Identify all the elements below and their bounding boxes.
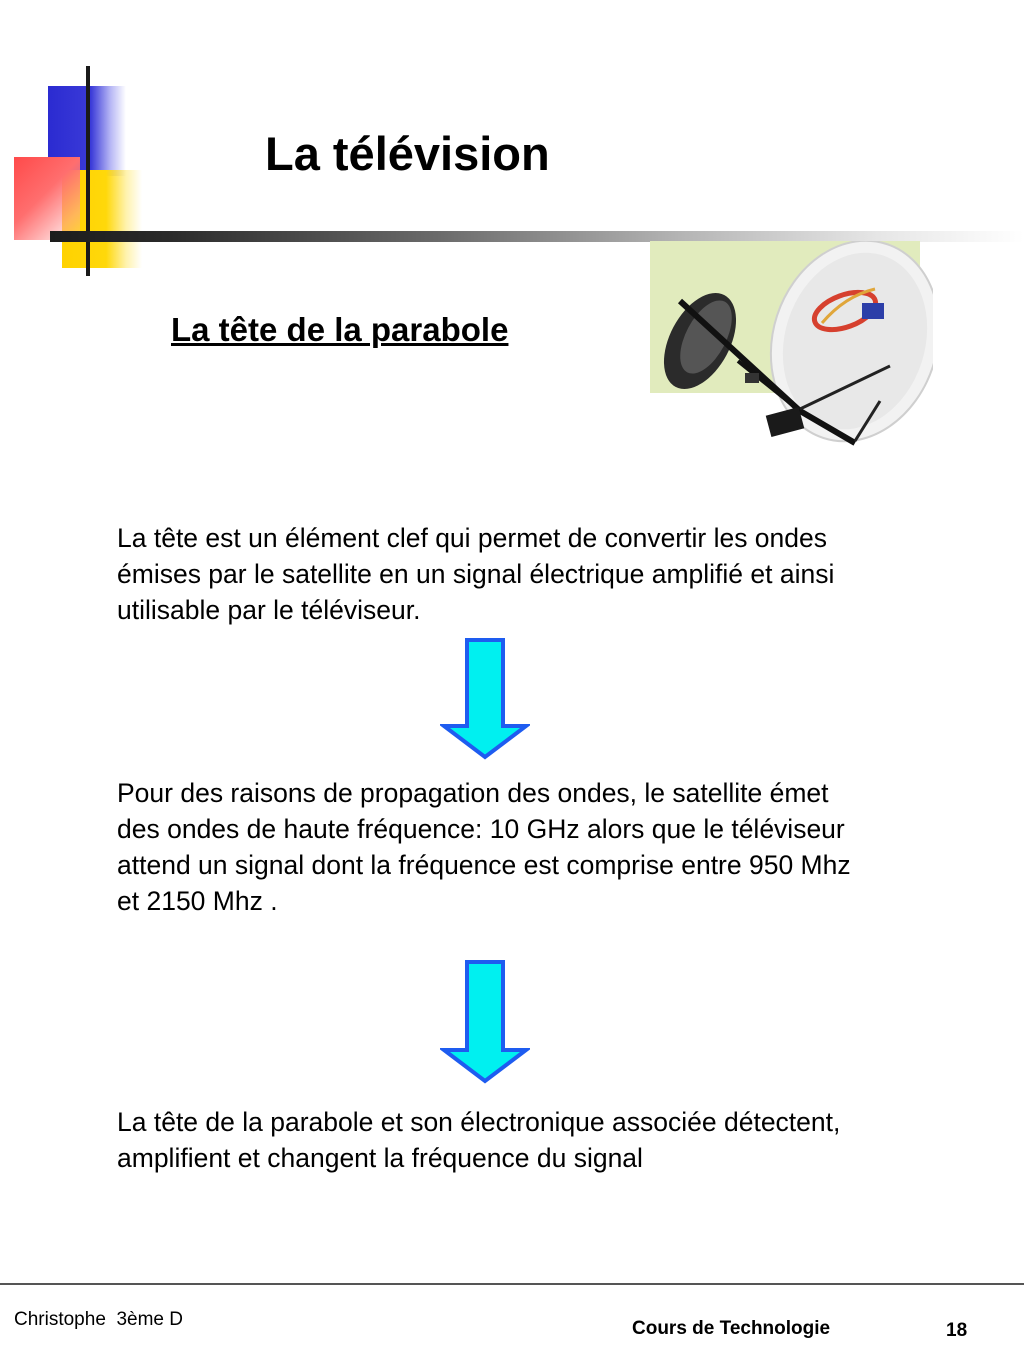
decor-red-square xyxy=(14,157,80,240)
paragraph-conclusion: La tête de la parabole et son électronique associée détectent, amplifient et changent la fréquence du signal xyxy=(117,1107,841,1173)
paragraph-frequency: Pour des raisons de propagation des ondes, le satellite émet des ondes de haute fréquence: 10 GHz alors que le téléviseur attend un signal dont la fréquence est comprise entre 950 Mhz et 2150 Mhz . xyxy=(117,778,851,916)
arrow-down-icon xyxy=(440,638,530,760)
paragraph-lnb-role: La tête est un élément clef qui permet de convertir les ondes émises par le satellite en un signal électrique amplifié et ainsi utilisable par le téléviseur. xyxy=(117,523,835,625)
arrow-down-icon xyxy=(440,960,530,1084)
satellite-dish-image xyxy=(650,241,933,455)
satellite-dish-icon xyxy=(650,241,933,455)
slide-title: La télévision xyxy=(265,127,550,180)
page-number: 18 xyxy=(946,1320,968,1341)
decor-vertical-line xyxy=(86,66,90,276)
section-subtitle: La tête de la parabole xyxy=(171,311,509,348)
footer-author: Christophe 3ème D xyxy=(14,1309,183,1330)
footer-divider xyxy=(0,1283,1024,1285)
footer-course: Cours de Technologie xyxy=(632,1318,831,1339)
